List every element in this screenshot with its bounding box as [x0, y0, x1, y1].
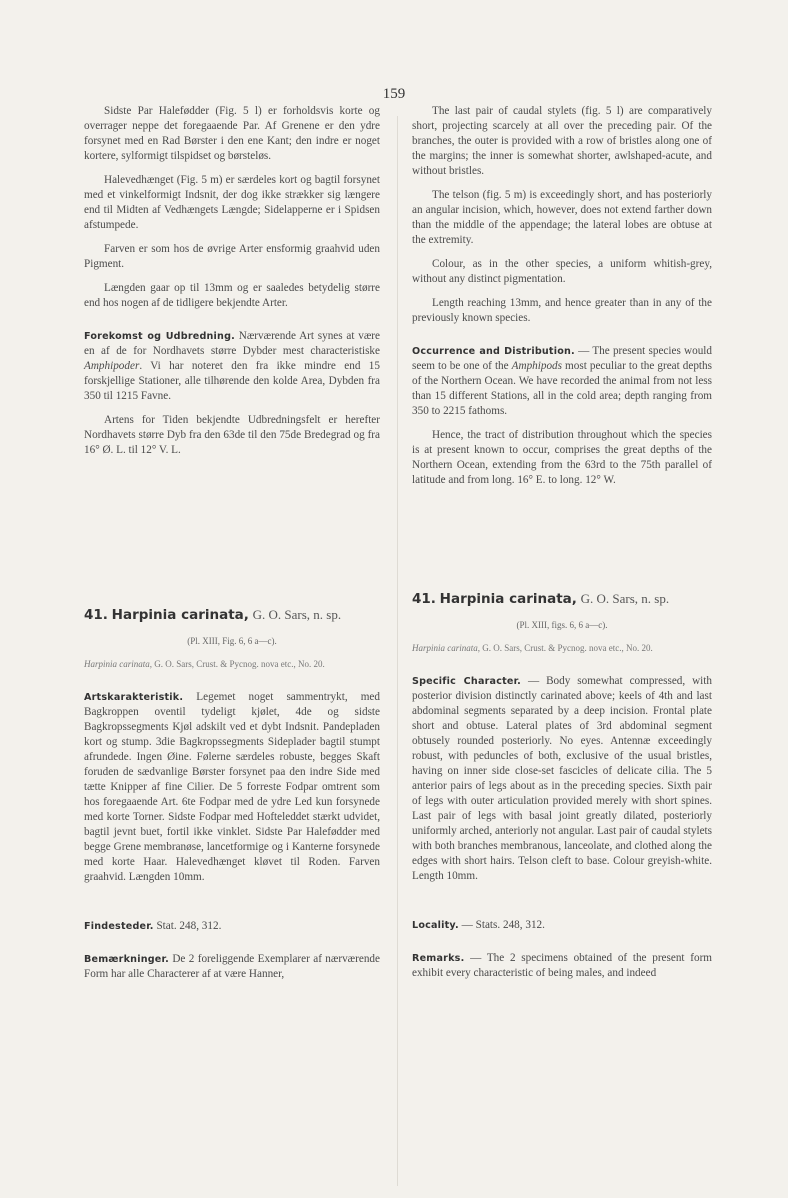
section-label: Forekomst og Udbredning. [84, 331, 235, 342]
paragraph: Hence, the tract of distribution throughout which the species is at present known to occur, comprises the great depths of the Northern Ocean, extending from the 63rd to the 75th parallel of latitude and from long. 16° E. to long. 12° W. [412, 429, 712, 486]
species-title: 41. Harpinia carinata, G. O. Sars, n. sp. [84, 607, 342, 623]
paragraph: Artens for Tiden bekjendte Udbredningsfelt er herefter Nordhavets større Dyb fra den 63de til den 75de Bredegrad og fra 16° Ø. L. til 12° V. L. [84, 414, 380, 456]
paragraph: Halevedhænget (Fig. 5 m) er særdeles kort og bagtil forsynet med et vinkelformigt Indsnit, der dog ikke strækker sig længere end til Midten af Vedhængets Længde; Sidelapperne er i Spidsen afstumpede. [84, 174, 380, 231]
section-label: Occurrence and Distribution. [412, 346, 575, 357]
paragraph: Længden gaar op til 13mm og er saaledes betydelig større end hos nogen af de tidligere bekjendte Arter. [84, 282, 380, 309]
section-label: Remarks. [412, 953, 465, 964]
section-remarks: Bemærkninger. De 2 foreliggende Exemplarer af nærværende Form har alle Characterer af at være Hanner, [84, 953, 380, 980]
plate-reference: (Pl. XIII, figs. 6, 6 a—c). [516, 620, 608, 630]
section-occurrence: Occurrence and Distribution. — The present species would seem to be one of the Amphipods most peculiar to the great depths of the Northern Ocean. We have recorded the animal from not less than 15 different Stations, all in the cold area; depth ranging from 350 to 2215 fathoms. [412, 345, 712, 417]
section-label: Findesteder. [84, 921, 154, 932]
paragraph: The last pair of caudal stylets (fig. 5 l) are comparatively short, projecting scarcely at all over the preceding pair. Of the branches, the outer is provided with a row of bristles along one of the margins; the inner is somewhat shorter, awlshaped-acute, and without bristles. [412, 105, 712, 177]
section-locality: Findesteder. Stat. 248, 312. [84, 920, 222, 932]
section-label: Locality. [412, 920, 459, 931]
section-label: Artskarakteristik. [84, 692, 184, 703]
paragraph: The telson (fig. 5 m) is exceedingly short, and has posteriorly an angular incision, which, however, does not extend farther down than the middle of the appendage; the lateral lobes are obtuse at the extremity. [412, 189, 712, 246]
section-label: Bemærkninger. [84, 954, 169, 965]
column-divider [397, 116, 398, 1186]
section-characteristics: Specific Character. — Body somewhat compressed, with posterior division distinctly carinated above; keels of 4th and last abdominal segments separated by a deep incision. Frontal plate short and obtuse. Lateral plates of 3rd abdominal segment obtusely rounded posteriorly. No eyes. Antennæ exceedingly robust, with peduncles of both, exclusive of the usual bristles, having on inner side close-set fascicles of delicate cilia. The 5 anterior pairs of legs about as in the preceding species. Sixth pair of legs with outer articulation provided merely with short spines. Last pair of legs with basal joint greatly dilated, posteriorly uniformly arched, anteriorly not angular. Last pair of caudal stylets with both branches membranous, lanceolate, and clothed along the edges with short hairs. Telson cleft to base. Colour greyish-white. Length 10mm. [412, 675, 712, 882]
species-title: 41. Harpinia carinata, G. O. Sars, n. sp. [412, 591, 670, 607]
right-column-english [412, 104, 712, 981]
paragraph: Colour, as in the other species, a uniform whitish-grey, without any distinct pigmentation. [412, 258, 712, 285]
plate-reference: (Pl. XIII, Fig. 6, 6 a—c). [187, 636, 277, 646]
section-locality: Locality. — Stats. 248, 312. [412, 919, 545, 931]
paragraph: Farven er som hos de øvrige Arter ensformig graahvid uden Pigment. [84, 243, 380, 270]
section-occurrence: Forekomst og Udbredning. Nærværende Art synes at være en af de for Nordhavets større Dybder mest characteristiske Amphipoder. Vi har noteret den fra ikke mindre end 15 forskjellige Stationer, alle tilhørende den kolde Area, Dybden fra 350 til 1215 Favne. [84, 330, 380, 402]
paragraph: Sidste Par Halefødder (Fig. 5 l) er forholdsvis korte og overrager neppe det foregaaende Par. Af Grenene er den ydre forsynet med en Rad Børster i den ene Kant; den indre er noget kortere, sylformigt tilspidset og børsteløs. [84, 105, 380, 162]
section-characteristics: Artskarakteristik. Legemet noget sammentrykt, med Bagkroppen oventil tydeligt kjølet, 4de og sidste Bagkropssegments Kjøl adskilt ved et dybt Indsnit. Pandepladen kort og stump. 3die Bagkropssegments Sideplader bagtil stumpt afrundede. Ingen Øine. Følerne særdeles robuste, begges Skaft foruden de sædvanlige Børster forsynet paa den indre Side med tætte Knipper af fine Cilier. De 5 forreste Fodpar omtrent som hos foregaaende Art. 6te Fodpar med de ydre Led kun forsynede med korte Torner. Sidste Fodpar med Hofteleddet stærkt udvidet, bagtil jevnt buet, fortil ikke vinklet. Sidste Par Halefødder med begge Grene membranøse, lancetformige og i Kanterne forsynede med korte Haar. Halevedhænget kløvet til Roden. Farven graahvid. Længden 10mm. [84, 691, 380, 883]
left-column-norwegian [84, 104, 380, 982]
synonym-reference: Harpinia carinata, G. O. Sars, Crust. & Pycnog. nova etc., No. 20. [412, 643, 653, 653]
section-remarks: Remarks. — The 2 specimens obtained of the present form exhibit every characteristic of being males, and indeed [412, 952, 712, 979]
synonym-reference: Harpinia carinata, G. O. Sars, Crust. & Pycnog. nova etc., No. 20. [84, 659, 325, 669]
page-number: 159 [382, 86, 406, 102]
section-label: Specific Character. [412, 676, 522, 687]
paragraph: Length reaching 13mm, and hence greater than in any of the previously known species. [412, 297, 712, 324]
